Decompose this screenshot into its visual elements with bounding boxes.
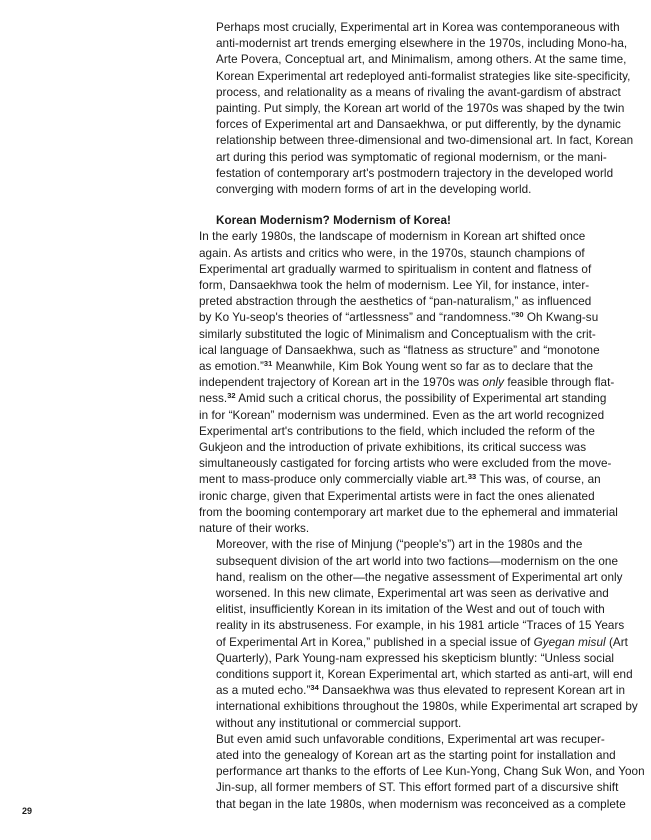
text-line: without any institutional or commercial support. — [216, 716, 462, 730]
text-line: similarly substituted the logic of Minimalism and Conceptualism with the crit- — [199, 327, 596, 341]
text-line — [199, 635, 631, 651]
text-line: hand, realism on the other—the negative assessment of Experimental art only — [216, 570, 623, 584]
text-line — [199, 310, 631, 326]
text-line: forces of Experimental art and Dansaekhwa, or put differently, by the dynamic — [216, 118, 621, 132]
text-line: Perhaps most crucially, Experimental art in Korea was contemporaneous with — [216, 21, 620, 34]
footnote-ref-31[interactable]: 31 — [263, 359, 273, 369]
text-line: Gukjeon and the introduction of private exhibitions, its critical success was — [199, 441, 587, 455]
text-line: form, Dansaekhwa took the helm of modernism. Lee Yil, for instance, inter- — [199, 279, 590, 293]
text-line: international exhibitions throughout the 1980s, while Experimental art scraped by — [216, 700, 638, 714]
text-line: Experimental art gradually warmed to spiritualism in content and flatness of — [199, 262, 592, 276]
text-line: again. As artists and critics who were, in the 1970s, staunch champions of — [199, 246, 585, 260]
text-run: of Experimental Art in Korea,” published in a special issue of — [216, 635, 534, 649]
text-run: ment to mass-produce only commercially viable art. — [199, 473, 468, 487]
text-line: ironic charge, given that Experimental artists were in fact the ones alienated — [199, 489, 595, 503]
emphasis-gyegan-misul: Gyegan misul — [533, 635, 606, 649]
text-line: anti-modernist art trends emerging elsewhere in the 1970s, including Mono-ha, — [216, 37, 628, 51]
footnote-ref-32[interactable]: 32 — [227, 391, 236, 401]
text-line: art during this period was symptomatic of regional modernism, or the mani- — [216, 150, 607, 164]
text-run: independent trajectory of Korean art in the 1970s was — [199, 376, 483, 390]
text-run: as a muted echo.” — [216, 684, 311, 698]
text-line: converging with modern forms of art in the developing world. — [216, 183, 532, 197]
text-line: relationship between three-dimensional and two-dimensional art. In fact, Korean — [216, 134, 634, 148]
text-run: by Ko Yu-seop's theories of “artlessness” and “randomness.” — [199, 311, 516, 325]
text-line: In the early 1980s, the landscape of modernism in Korean art shifted once — [199, 230, 586, 244]
text-run: Meanwhile, Kim Bok Young went so far as to declare that the — [272, 360, 594, 374]
text-line: that began in the late 1980s, when modernism was reconceived as a complete — [216, 797, 626, 811]
text-line: in for “Korean” modernism was undermined. Even as the art world recognized — [199, 408, 605, 422]
footnote-ref-33[interactable]: 33 — [467, 472, 477, 482]
text-line: worsened. In this new climate, Experimental art was seen as derivative and — [216, 586, 609, 600]
text-run: This was, of course, an — [476, 473, 601, 487]
text-line: conditions support it, Korean Experimental art, which started as anti-art, will end — [216, 667, 633, 681]
text-run: (Art — [605, 635, 628, 649]
text-line: elitist, insufficiently Korean in its imitation of the West and out of touch with — [216, 603, 605, 617]
page-number: 29 — [22, 806, 33, 816]
paragraph-4 — [199, 732, 645, 813]
text-line: from the booming contemporary art market due to the ephemeral and immaterial — [199, 505, 618, 519]
footnote-ref-34[interactable]: 34 — [310, 683, 319, 693]
section-heading: Korean Modernism? Modernism of Korea! — [216, 214, 451, 228]
text-line: Quarterly), Park Young-nam expressed his skepticism bluntly: “Unless social — [216, 651, 615, 665]
text-line: festation of contemporary art's postmodern trajectory in the developed world — [216, 166, 614, 180]
text-run: Amid such a critical chorus, the possibility of Experimental art standing — [235, 392, 607, 406]
text-line: ical language of Dansaekhwa, such as “flatness as structure” and “monotone — [199, 343, 600, 357]
text-line: Experimental art's contributions to the field, which included the reform of the — [199, 424, 595, 438]
text-line: subsequent division of the art world into two factions—modernism on the one — [216, 554, 618, 568]
text-line — [199, 683, 631, 699]
paragraph-1 — [199, 20, 634, 198]
text-line: Korean Experimental art redeployed anti-formalist strategies like site-specificity, — [216, 69, 631, 83]
text-line: Jin-sup, all former members of ST. This effort formed part of a discursive shift — [216, 781, 619, 795]
paragraph-2 — [199, 229, 631, 537]
text-run: as emotion.” — [199, 360, 264, 374]
text-line: nature of their works. — [199, 522, 310, 536]
text-line: process, and relationality as a means of rivaling the avant-gardism of abstract — [216, 85, 621, 99]
text-line — [199, 359, 631, 375]
text-line: Moreover, with the rise of Minjung (“people's”) art in the 1980s and the — [216, 538, 583, 552]
text-line — [199, 472, 631, 488]
text-run: feasible through flat- — [504, 376, 615, 390]
text-line: painting. Put simply, the Korean art world of the 1970s was shaped by the twin — [216, 102, 625, 116]
text-run: Oh Kwang-su — [523, 311, 599, 325]
paragraph-3 — [199, 537, 638, 731]
emphasis-only: only — [482, 376, 505, 390]
text-line: performance art thanks to the efforts of Lee Kun-Yong, Chang Suk Won, and Yoon — [216, 765, 645, 779]
text-line: preted abstraction through the aesthetics of “pan-naturalism,” as influenced — [199, 295, 592, 309]
text-line: Arte Povera, Conceptual art, and Minimalism, among others. At the same time, — [216, 53, 627, 67]
text-line: reality in its abstruseness. For example, in his 1981 article “Traces of 15 Years — [216, 619, 625, 633]
text-line — [199, 391, 631, 407]
text-line: simultaneously castigated for forcing artists who were excluded from the move- — [199, 457, 612, 471]
text-line: ated into the genealogy of Korean art as the starting point for installation and — [216, 748, 616, 762]
text-line: But even amid such unfavorable conditions, Experimental art was recuper- — [216, 732, 605, 746]
footnote-ref-30[interactable]: 30 — [515, 310, 524, 320]
text-run: ness. — [199, 392, 228, 406]
text-line — [199, 375, 631, 391]
text-run: Dansaekhwa was thus elevated to represent Korean art in — [318, 684, 626, 698]
body-text-column — [199, 20, 645, 813]
